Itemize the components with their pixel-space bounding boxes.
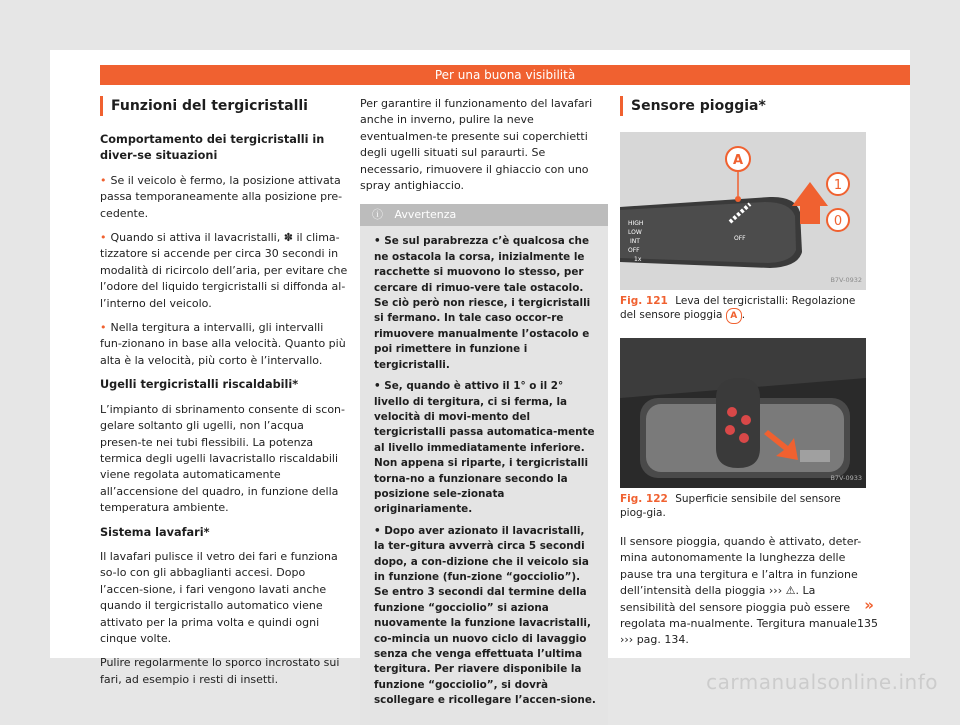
lever-label-off: OFF [628,247,640,254]
figure-code: B7V-0932 [830,275,862,284]
warning-body [360,226,608,724]
marker-0: 0 [833,214,843,229]
subhead-headlight-washer: Sistema lavafari* [100,525,210,539]
para-headlight-washer: Il lavafari pulisce il vetro dei fari e funziona so-lo con gli abbaglianti accesi. Dopo l’accen-sione, i fari vengono lavati anche quando il tergicristallo automatico viene attivato per la prima volta e quindi ogni cinque volte. [100,549,338,645]
continue-mark: » [864,596,874,614]
para-rain-sensor: Il sensore pioggia, quando è attivato, deter-mina autonomamente la lunghezza delle pause tra una tergitura e l’altra in funzione dell’intensità della pioggia ››› ⚠. La sensibilità del sensore pioggia può essere regolata ma-nualmente. Tergitura manuale ››› pag. 134. [620,535,862,647]
column-left [100,96,348,696]
bullet-washer-ac: • Quando si attiva il lavacristalli, ✽ il clima-tizzatore si accende per circa 30 secondi in modalità di ricircolo dell’aria, per evitare che l’odore del liquido tergicristalli si diffonda al-l’interno del veicolo. [100,230,348,312]
marker-a: A [732,153,744,168]
lever-label-int: INT [630,238,640,245]
chapter-title: Per una buona visibilità [434,68,576,82]
lever-label-low: LOW [628,229,642,236]
para-clean-headlights: Pulire regolarmente lo sporco incrostato sui fari, ad esempio i resti di insetti. [100,656,340,686]
section-title-wipers: Funzioni del tergicristalli [100,96,348,116]
page-number: 135 [857,617,878,630]
figure-wiper-lever [620,132,866,290]
column-right [620,96,866,657]
info-icon: ⓘ [372,208,383,222]
lever-label-high: HIGH [628,220,644,227]
subhead-behaviour: Comportamento dei tergicristalli in diver-se situazioni [100,133,325,163]
bullet-interval: • Nella tergitura a intervalli, gli intervalli fun-zionano in base alla velocità. Quanto più alta è la velocità, più corto è l’intervallo. [100,320,348,369]
figure-caption-122: Fig. 122 Superficie sensibile del sensore piog-gia. [620,493,841,519]
warning-header [360,204,608,226]
para-winter: Per garantire il funzionamento del lavafari anche in inverno, pulire la neve eventualmen-te presente sui coperchietti degli ugelli situati sul paraurti. Se necessario, rimuovere il ghiaccio con uno spray antighiaccio. [360,97,593,193]
warning-item: • Dopo aver azionato il lavacristalli, la ter-gitura avverrà circa 5 secondi dopo, a con-dizione che il veicolo sia in funzione (fun-zione “gocciolio”). Se entro 3 secondi dal termine della funzione “gocciolio” si aziona nuovamente la funzione lavacristalli, co-mincia un nuovo ciclo di lavaggio senza che venga effettuata l’ultima tergitura. Per riavere disponibile la funzione “gocciolio”, si dovrà scollegare e ricollegare l’accen-sione. [374,524,596,707]
warning-item: • Se sul parabrezza c’è qualcosa che ne ostacola la corsa, inizialmente le racchette si muovono lo stesso, per cercare di rimuo-vere tale ostacolo. Se ciò però non riesce, i tergicristalli si fermano. In tale caso occor-re rimuovere manualmente l’ostacolo e poi rimettere in funzione i tergicristalli. [374,235,591,371]
warning-title: Avvertenza [394,208,457,222]
figure-code: B7V-0933 [830,473,862,482]
para-heated-nozzles: L’impianto di sbrinamento consente di scon-gelare soltanto gli ugelli, non l’acqua presen-te nei tubi flessibili. La potenza termica degli ugelli lavacristallo riscaldabili viene regolata automaticamente all’accensione del quadro, in funzione della temperatura ambiente. [100,402,346,515]
figure-caption-121: Fig. 121 Leva del tergicristalli: Regolazione del sensore pioggia A . [620,294,866,324]
bullet-stationary: • Se il veicolo è fermo, la posizione attivata passa temporaneamente alla posizione pre-cedente. [100,173,348,222]
figure-rain-sensor [620,338,866,488]
rain-sensor-illustration [620,338,866,488]
lever-label-1x: 1x [634,256,642,263]
lever-label-off-right: OFF [734,235,746,242]
warning-box [360,204,608,724]
callout-a: A [726,308,742,324]
subhead-heated-nozzles: Ugelli tergicristalli riscaldabili* [100,378,299,392]
section-title-rain-sensor: Sensore pioggia* [620,96,866,116]
wiper-lever-illustration [620,132,866,290]
column-middle [360,96,608,725]
chapter-header [100,65,910,85]
watermark: carmanualsonline.info [706,670,938,694]
warning-item: • Se, quando è attivo il 1° o il 2° livello di tergitura, ci si ferma, la velocità di movi-mento del tergicristalli passa automatica-mente al livello immediatamente inferiore. Non appena si riparte, i tergicristalli torna-no a funzionare secondo la posizione sele-zionata originariamente. [374,380,595,516]
marker-1: 1 [833,178,843,193]
